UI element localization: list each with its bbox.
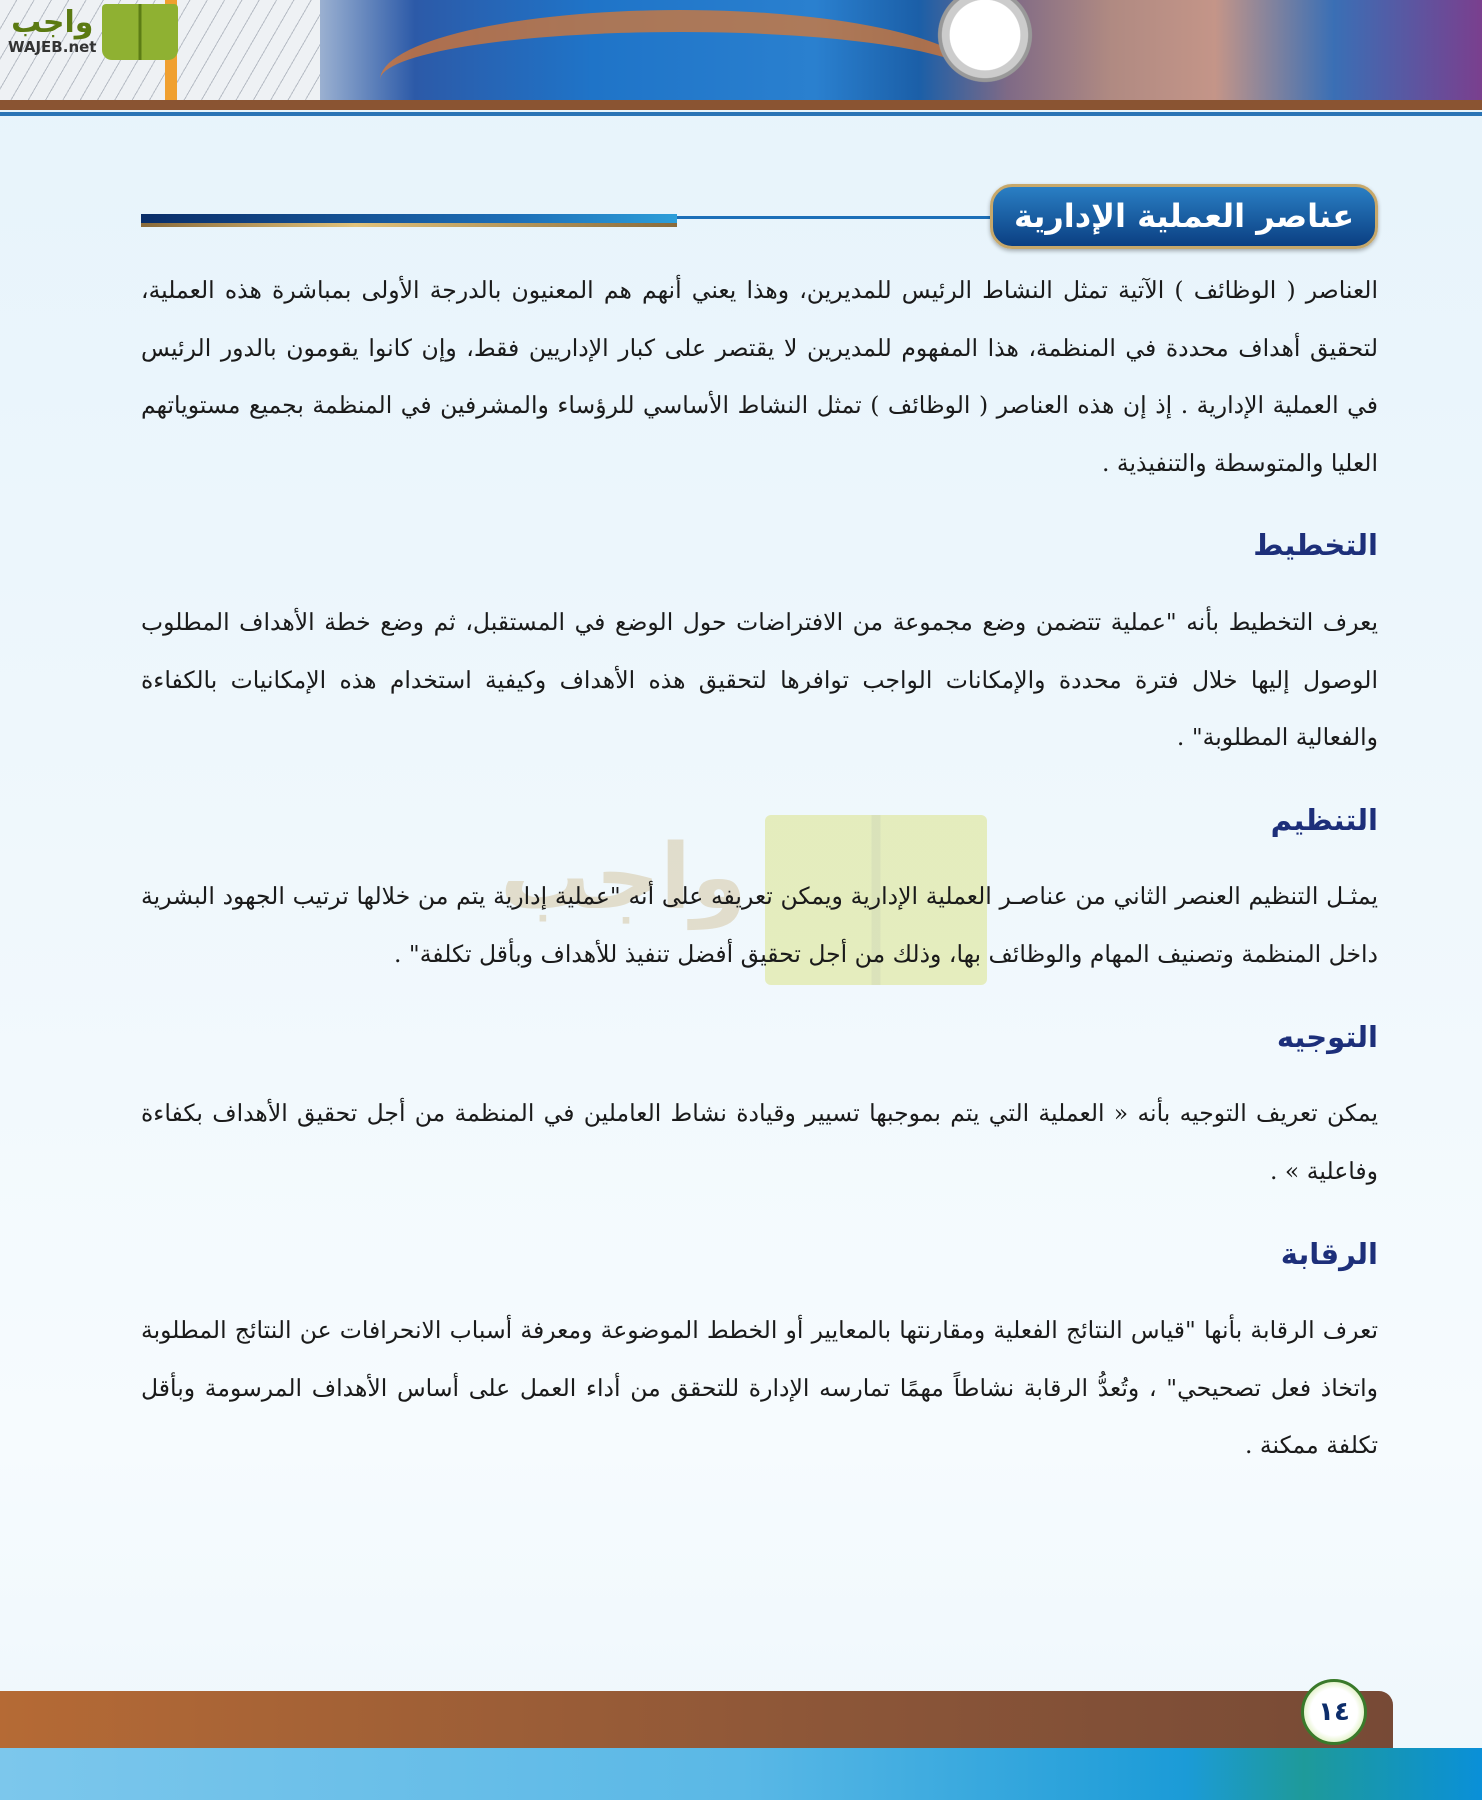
page-number: ١٤: [1301, 1679, 1367, 1745]
organizing-paragraph: يمثـل التنظيم العنصر الثاني من عناصـر العملية الإدارية ويمكن تعريفه على أنه "عملية إدارية يتم من خلالها ترتيب الجهود البشرية داخل المنظمة وتصنيف المهام والوظائف بها، وذلك من أجل تحقيق أفضل تنفيذ للأهداف وبأقل تكلفة" .: [141, 882, 1378, 968]
directing-paragraph: يمكن تعريف التوجيه بأنه « العملية التي يتم بموجبها تسيير وقيادة نشاط العاملين في المنظمة من أجل تحقيق الأهداف بكفاءة وفاعلية » .: [141, 1099, 1378, 1185]
planning-paragraph: يعرف التخطيط بأنه "عملية تتضمن وضع مجموعة من الافتراضات حول الوضع في المستقبل، ثم وضع خطة الأهداف المطلوب الوصول إليها خلال فترة محددة والإمكانات الواجب توافرها لتحقيق هذه الأهداف وكيفية استخدام هذه الإمكانيات بالكفاءة والفعالية المطلوبة" .: [141, 608, 1378, 751]
wajeb-watermark: واجب: [500, 815, 990, 985]
header-banner: [0, 0, 1482, 100]
book-icon: [102, 4, 178, 60]
logo-arabic: واجب: [11, 5, 94, 40]
footer-band: [0, 1691, 1393, 1748]
footer-image: [0, 1748, 1482, 1800]
title-rule: [141, 214, 991, 224]
heading-directing: التوجيه: [1276, 1020, 1378, 1054]
decorative-arc: [380, 10, 980, 100]
heading-organizing: التنظيم: [1270, 803, 1378, 837]
control-paragraph: تعرف الرقابة بأنها "قياس النتائج الفعلية ومقارنتها بالمعايير أو الخطط الموضوعة ومعرفة أسباب الانحرافات عن النتائج المطلوبة واتخاذ فعل تصحيحي" ، وتُعدُّ الرقابة نشاطاً مهمًا تمارسه الإدارة للتحقق من أداء العمل على أساس الأهداف المرسومة وبأقل تكلفة ممكنة .: [141, 1316, 1378, 1459]
intro-paragraph: العناصر ( الوظائف ) الآتية تمثل النشاط الرئيس للمديرين، وهذا يعني أنهم هم المعنيون بالدرجة الأولى بمباشرة هذه العملية، لتحقيق أهداف محددة في المنظمة، هذا المفهوم للمديرين لا يقتصر على كبار الإداريين فقط، وإن كانوا يقومون بالدور الرئيس في العملية الإدارية . إذ إن هذه العناصر ( الوظائف ) تمثل النشاط الأساسي للرؤساء والمشرفين في المنظمة بجميع مستوياتهم العليا والمتوسطة والتنفيذية .: [141, 276, 1378, 477]
heading-planning: التخطيط: [1253, 528, 1378, 562]
page-title: عناصر العملية الإدارية: [990, 184, 1378, 249]
wajeb-logo[interactable]: [8, 4, 178, 60]
header-line: [0, 112, 1482, 116]
heading-control: الرقابة: [1280, 1237, 1378, 1271]
header-band: [0, 100, 1482, 110]
logo-latin: WAJEB.net: [8, 38, 97, 56]
